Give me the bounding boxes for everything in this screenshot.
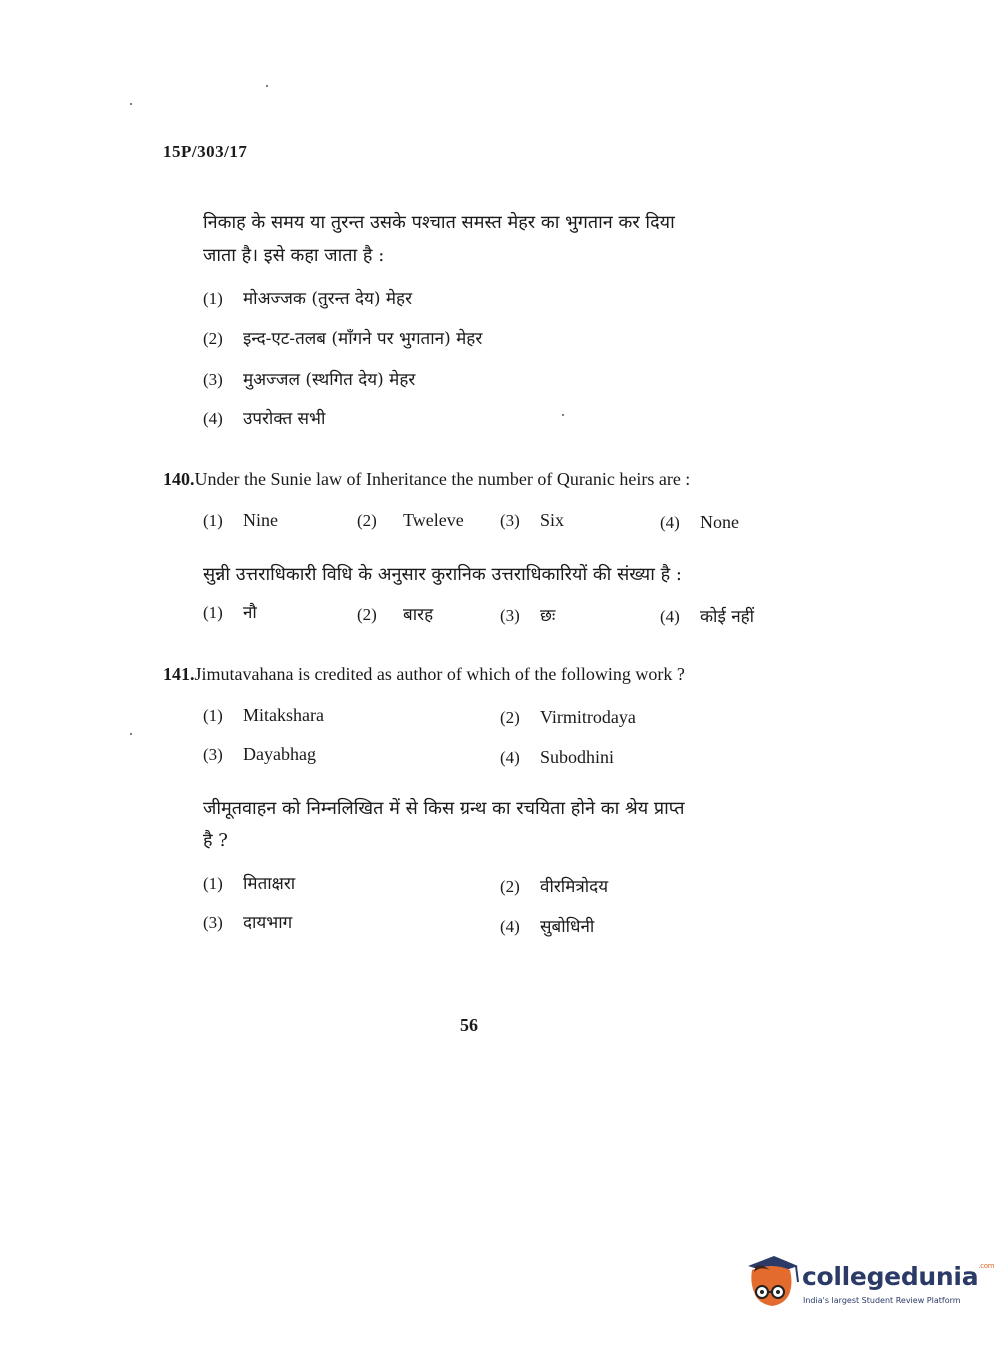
- option-number: (1): [203, 874, 223, 893]
- question-number: 140.: [163, 469, 195, 489]
- q141-en-option-4: [500, 747, 614, 768]
- option-text: नौ: [243, 603, 257, 623]
- q141-hindi-line2: है ?: [203, 830, 228, 851]
- q139-option-4: [203, 406, 325, 429]
- option-number: (3): [500, 606, 520, 625]
- option-text: Virmitrodaya: [540, 707, 636, 727]
- option-text: बारह: [403, 605, 434, 625]
- option-text: मिताक्षरा: [243, 874, 296, 894]
- option-number: (4): [203, 409, 223, 428]
- option-text: None: [700, 512, 739, 532]
- q140-hi-option-1: [203, 600, 257, 623]
- question-text: Jimutavahana is credited as author of which of the following work ?: [194, 664, 685, 684]
- option-text: Mitakshara: [243, 705, 324, 725]
- question-number: 141.: [163, 664, 195, 684]
- option-text: छः: [540, 606, 556, 626]
- mascot-icon: [740, 1252, 802, 1314]
- option-text: Tweleve: [403, 510, 464, 530]
- q139-option-3: [203, 367, 415, 390]
- scan-speck: [130, 733, 132, 735]
- q139-hindi-line1: निकाह के समय या तुरन्त उसके पश्चात समस्त मेहर का भुगतान कर दिया: [203, 212, 675, 233]
- option-text: Nine: [243, 510, 278, 530]
- page-number: 56: [460, 1015, 478, 1035]
- option-number: (2): [357, 605, 377, 624]
- option-number: (4): [660, 607, 680, 626]
- option-text: कोई नहीं: [700, 607, 755, 627]
- question-text: Under the Sunie law of Inheritance the number of Quranic heirs are :: [194, 469, 691, 489]
- q141-en-option-2: [500, 707, 636, 728]
- q141-english: [163, 664, 685, 685]
- q139-hindi-line2: जाता है। इसे कहा जाता है :: [203, 245, 385, 266]
- q140-hi-option-2: [357, 602, 433, 625]
- option-number: (4): [500, 917, 520, 936]
- option-number: (2): [203, 329, 223, 348]
- option-number: (1): [203, 706, 223, 725]
- q140-en-option-1: [203, 510, 278, 531]
- collegedunia-logo: [740, 1248, 995, 1318]
- option-text: मोअज्जक (तुरन्त देय) मेहर: [243, 289, 413, 309]
- option-number: (2): [500, 877, 520, 896]
- option-number: (3): [203, 370, 223, 389]
- option-text: वीरमित्रोदय: [540, 877, 609, 897]
- q141-en-option-3: [203, 744, 316, 765]
- logo-tagline: India's largest Student Review Platform: [803, 1296, 961, 1305]
- scan-speck: [130, 103, 132, 105]
- option-number: (1): [203, 603, 223, 622]
- option-text: उपरोक्त सभी: [243, 409, 326, 429]
- q139-option-2: [203, 326, 482, 349]
- option-number: (1): [203, 511, 223, 530]
- option-number: (2): [500, 708, 520, 727]
- logo-wordmark: [802, 1262, 994, 1291]
- q140-hi-option-4: [660, 604, 754, 627]
- logo-suffix: .com: [978, 1262, 995, 1270]
- option-number: (2): [357, 511, 377, 530]
- scan-speck: [562, 414, 564, 416]
- paper-code: 15P/303/17: [163, 142, 248, 161]
- q139-option-1: [203, 286, 412, 309]
- option-number: (1): [203, 289, 223, 308]
- logo-name: collegedunia: [802, 1262, 979, 1291]
- q141-en-option-1: [203, 705, 324, 726]
- q141-hi-option-1: [203, 871, 295, 894]
- q140-hi-option-3: [500, 603, 555, 626]
- q140-english: [163, 469, 690, 490]
- option-number: (3): [203, 745, 223, 764]
- q140-en-option-3: [500, 510, 564, 531]
- q141-hi-option-2: [500, 874, 608, 897]
- q141-hindi-line1: जीमूतवाहन को निम्नलिखित में से किस ग्रन्थ का रचयिता होने का श्रेय प्राप्त: [203, 798, 685, 819]
- option-number: (4): [660, 513, 680, 532]
- option-number: (4): [500, 748, 520, 767]
- q140-hindi: सुन्नी उत्तराधिकारी विधि के अनुसार कुरानिक उत्तराधिकारियों की संख्या है :: [203, 564, 682, 585]
- option-number: (3): [203, 913, 223, 932]
- option-text: Dayabhag: [243, 744, 316, 764]
- q141-hi-option-4: [500, 914, 594, 937]
- option-text: सुबोधिनी: [540, 917, 595, 937]
- q141-hi-option-3: [203, 910, 292, 933]
- option-text: Subodhini: [540, 747, 615, 767]
- q140-en-option-2: [357, 510, 464, 531]
- scan-speck: [266, 85, 268, 87]
- option-text: मुअज्जल (स्थगित देय) मेहर: [243, 370, 416, 390]
- option-text: इन्द-एट-तलब (माँगने पर भुगतान) मेहर: [243, 329, 483, 349]
- option-number: (3): [500, 511, 520, 530]
- option-text: Six: [540, 510, 565, 530]
- q140-en-option-4: [660, 512, 739, 533]
- option-text: दायभाग: [243, 913, 293, 933]
